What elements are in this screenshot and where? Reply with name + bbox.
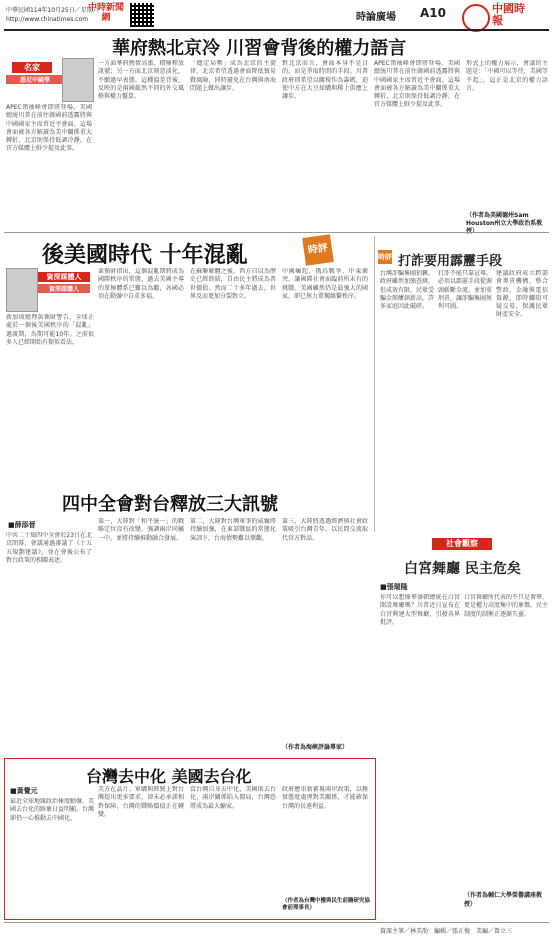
a1-tag: 名家 [12, 62, 52, 73]
a5-col1: 最近全球地緣政治極度動盪，美國去台化的跡象日益明顯，台灣卻仍一心推動去中國化。 [10, 798, 94, 822]
a5-author-note: （作者為台灣中樓與民生前瞻研究協會前理事長） [282, 898, 371, 911]
a1-col2: 一方面華府熱情高漲，積極釋放訊號；另一方面北京刻意淡化，不願過早表態。這種溫差背後，反映的是兩國截然不同的外交風格與權力盤算。 [98, 60, 184, 101]
a1-col3: 「穩定局勢」成為北京的主旋律，北京希望透過會面降低貿易戰風險，同時避免在台灣與南海問題上做出讓步。 [190, 60, 276, 92]
a4-byline: ■薛添晉 [8, 521, 36, 529]
paper-logo-text: 中國時報 [492, 2, 525, 27]
a2-col1: 新加坡總理黃循財警告，全球正處於一個後美國秩序的「混亂」過渡期，為期可能10年。之前很多人已經開始有類似看法。 [6, 314, 94, 346]
a1-author-photo [62, 58, 94, 102]
a1-col4: 對北京而言，會面本身不是目的，而是爭取時間的手段。川普政府則希望以關稅作為籌碼，迫使中方在大豆採購與稀土供應上讓步。 [282, 60, 368, 101]
a5-byline: ■黃覺元 [10, 787, 38, 795]
logo-emblem-icon [462, 4, 490, 32]
a6-byline: ■張瑞隆 [380, 583, 408, 591]
a6-col2: 白宮舞廳所代表的不只是奢華，更是權力高度集中的象徵。民主制度的制衡正逐漸失靈。 [464, 594, 548, 618]
a3-col1: 台灣詐騙集團猖獗，政府雖然加強查緝，但成效有限。民眾受騙金額屢創新高，許多家庭因此破碎。 [380, 270, 434, 311]
a5-col4: 政府應重新審視兩岸政策，以務實態度處理對美關係，才能確保台灣的長遠利益。 [282, 786, 368, 810]
a1-headline: 華府熱北京冷 川習會背後的權力語言 [112, 38, 407, 59]
site-url[interactable]: http://www.chinatimes.com [6, 16, 89, 23]
a2-col2: 黃循財指出，這個混亂期將成為國際秩序的常態，過去美國主導的單極體系已難以為繼，各國必須在動盪中自求多福。 [98, 268, 184, 300]
a2-stamp: 時評 [302, 234, 334, 266]
paper-name: 中時新聞網 [88, 3, 125, 23]
a3-kicker: 時評 [378, 250, 392, 264]
a6-section-tag: 社會觀察 [432, 538, 492, 550]
a5-headline: 台灣去中化 美國去台化 [86, 767, 252, 786]
a2-col4: 中國崛起、俄烏戰爭、中東衝突，讓國際社會面臨前所未有的挑戰。美國雖然仍是最強大的國家，卻已無力單獨維繫秩序。 [282, 268, 368, 300]
a1-author-note: （作者為美國德州Sam Houston州立大學政治系教 [466, 212, 543, 227]
vertical-divider [374, 236, 375, 532]
header-rule [4, 29, 549, 31]
a1-col6: 形式上的權力展示，會議的主題是：「中國可以等待，美國等不起」，這正是北京的權力語言。 [466, 60, 548, 92]
a5-col2: 美方在晶片、軍購與經貿上對台灣提出更多要求，卻未必承諾相對保障，台灣的戰略價值正在轉變。 [98, 786, 184, 818]
page-number: A10 [420, 6, 446, 20]
qr-code-icon [130, 3, 154, 27]
a2-author-photo [6, 268, 38, 312]
a4-col3: 第二，大陸對台灣軍事的威懾將持續加強，在東部戰區的常態化演訓下，台海情勢難以樂觀。 [190, 518, 276, 542]
a6-headline: 白宮舞廳 民主危矣 [404, 561, 521, 577]
a1-col1: APEC領袖峰會即將登場，美國總統川普在前往韓國前透露將與中國國家主席習近平會面。這場會面被各方解讀為美中關係重大轉折，北京則保持低調冷靜，在官方媒體上鮮少提及此事。 [6, 104, 92, 153]
paper-logo [88, 3, 124, 27]
a5-col3: 當台灣自身去中化、美國則去台化，兩岸關係陷入僵局，台灣恐將成為最大輸家。 [190, 786, 276, 810]
a6-author-note: （作者為輔仁大學榮譽講座教授） [464, 892, 543, 908]
section-name: 時論廣場 [356, 12, 396, 23]
a4-col4: 第三，大陸將透過經濟與社會政策吸引台灣青年，以民間交流取代官方對話。 [282, 518, 368, 542]
a4-author-note: （作者為海峽評論專家） [282, 744, 349, 751]
a4-headline: 四中全會對台釋放三大訊號 [62, 494, 278, 515]
a2-tag-sub: 資深媒體人 [38, 284, 90, 293]
issue-date: 中華民國114年10月25日／星期六 [6, 7, 99, 14]
a3-headline: 打詐要用霹靂手段 [398, 254, 503, 269]
a2-headline: 後美國時代 十年混亂 [42, 242, 248, 268]
a1-tag-sub: 悉尼中國學 [6, 75, 64, 84]
a6-col1: 你可以想像華盛頓總統在白宮開設舞廳嗎？川普近日宣布在白宮興建大型舞廳，引發各界批評。 [380, 594, 460, 626]
a2-columnist-box [38, 272, 90, 293]
a2-tag: 資深媒體人 [38, 272, 90, 282]
divider-1 [4, 232, 549, 233]
a4-col1: 中共二十屆四中全會於23日在北京閉幕，會議通過審議了《十五五規劃建議》，並在會後公布了對台政策的相關表述。 [6, 532, 92, 564]
a2-col3: 在蘇聯解體之後，西方自以為歷史已經終結，自由民主將成為普世價值。然而二十多年過去，世界反而更加分裂對立。 [190, 268, 276, 300]
a3-col3: 建議政府成立跨部會專責機構，整合警政、金融與電信資源，即時攔阻可疑交易，保護民眾財產安全。 [496, 270, 548, 319]
a4-col2: 第一，大陸對「和平統一」的戰略定位沒有改變，強調兩岸同屬一中，並將持續推動融合發展。 [98, 518, 184, 542]
footer-credits: 資深主筆／林美劭 編輯／張正俊 美編／曾立三 [380, 928, 513, 935]
a1-col5: APEC領袖峰會即將登場，美國總統川普在前往韓國前透露將與中國國家主席習近平會面。這場會面被各方解讀為美中關係重大轉折，北京則保持低調冷靜，在官方媒體上鮮少提及此事。 [374, 60, 460, 109]
footer-rule [4, 922, 549, 923]
a3-col2: 打詐不能只靠宣導，必須以霹靂手段從源頭斬斷金流，並加重刑責，讓詐騙集團無利可圖。 [438, 270, 492, 311]
